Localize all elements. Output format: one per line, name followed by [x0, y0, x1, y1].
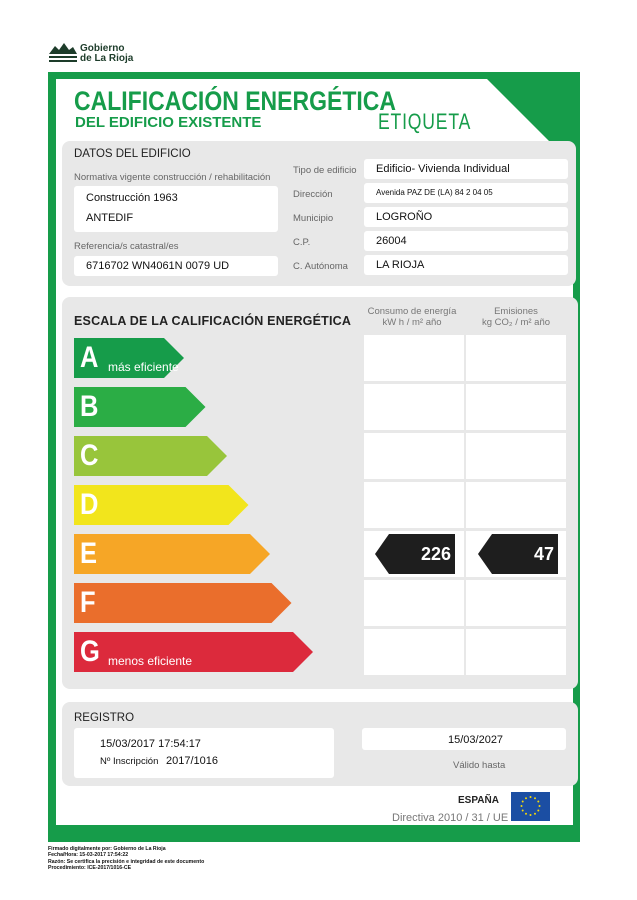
eu-flag-icon — [511, 792, 550, 821]
field-label-direccion: Dirección — [293, 189, 333, 200]
consumo-cell-b — [364, 384, 464, 430]
emisiones-header — [466, 306, 566, 328]
class-letter-c: C — [80, 439, 99, 472]
consumo-cell-c — [364, 433, 464, 479]
consumo-rating-badge-value: 226 — [420, 544, 451, 564]
class-letter-b: B — [80, 390, 99, 423]
field-label-municipio: Municipio — [293, 213, 334, 224]
referencia-label: Referencia/s catastral/es — [74, 241, 179, 252]
class-letter-g: G — [80, 635, 100, 668]
class-letter-d: D — [80, 488, 99, 521]
emisiones-cell-g — [466, 629, 566, 675]
valid-date: 15/03/2027 — [448, 734, 504, 746]
inscripcion-label: Nº Inscripción — [100, 756, 159, 767]
emisiones-cell-a — [466, 335, 566, 381]
class-note-g: menos eficiente — [108, 654, 193, 668]
field-value-municipio: LOGROÑO — [376, 211, 433, 223]
referencia-value: 6716702 WN4061N 0079 UD — [86, 260, 230, 272]
emisiones-rating-badge-value: 47 — [533, 544, 554, 564]
class-arrow-d — [74, 485, 249, 525]
emisiones-cell-b — [466, 384, 566, 430]
emisiones-header-line2: kg CO₂ / m² año — [481, 317, 551, 328]
emisiones-cell-d — [466, 482, 566, 528]
class-letter-f: F — [80, 586, 96, 619]
field-value-autonoma: LA RIOJA — [376, 259, 425, 271]
field-value-cp: 26004 — [376, 235, 407, 247]
class-letter-e: E — [80, 537, 98, 570]
emisiones-header-line1: Emisiones — [494, 306, 538, 317]
consumo-header-line2: kW h / m² año — [382, 317, 442, 328]
field-label-tipo: Tipo de edificio — [293, 165, 357, 176]
consumo-cell-f — [364, 580, 464, 626]
title-edificio-existente: DEL EDIFICIO EXISTENTE — [75, 114, 262, 131]
title-calificacion: CALIFICACIÓN ENERGÉTICA — [74, 86, 396, 116]
logo-line1: Gobierno — [80, 43, 125, 54]
etiqueta-label: ETIQUETA — [378, 109, 472, 134]
building-section-title: DATOS DEL EDIFICIO — [74, 148, 191, 160]
normativa-label: Normativa vigente construcción / rehabilitación — [74, 172, 271, 183]
emisiones-cell-f — [466, 580, 566, 626]
field-label-cp: C.P. — [293, 237, 311, 248]
footer-line4: Procedimiento: ICE-2017/1016-CE — [48, 865, 132, 872]
logo-text — [80, 44, 133, 64]
consumo-header — [362, 306, 462, 328]
signature-footer — [48, 846, 204, 872]
registro-datetime: 15/03/2017 17:54:17 — [100, 738, 201, 750]
class-arrow-e — [74, 534, 270, 574]
consumo-cell-d — [364, 482, 464, 528]
class-letter-a: A — [80, 341, 99, 374]
country-label: ESPAÑA — [458, 795, 499, 806]
inscripcion-value: 2017/1016 — [166, 755, 218, 767]
consumo-cell-g — [364, 629, 464, 675]
field-value-direccion: Avenida PAZ DE (LA) 84 2 04 05 — [376, 188, 493, 197]
scale-title: ESCALA DE LA CALIFICACIÓN ENERGÉTICA — [74, 314, 352, 328]
logo-line2: de La Rioja — [80, 53, 134, 64]
class-arrow-f — [74, 583, 292, 623]
emisiones-cell-c — [466, 433, 566, 479]
footer-line2: Fecha/Hora: 15-03-2017 17:54:22 — [48, 852, 129, 859]
normativa-line2: ANTEDIF — [86, 212, 134, 224]
footer-line1: Firmado digitalmente por: Gobierno de La Rioja — [48, 846, 166, 852]
field-label-autonoma: C. Autónoma — [293, 261, 348, 272]
normativa-line1: Construcción 1963 — [86, 192, 178, 204]
footer-line3: Razón: Se certifica la precisión e integridad de este documento — [48, 858, 205, 865]
registro-box — [74, 728, 334, 778]
field-value-tipo: Edificio- Vivienda Individual — [376, 163, 510, 175]
consumo-cell-a — [364, 335, 464, 381]
registro-title: REGISTRO — [74, 712, 135, 724]
valid-label: Válido hasta — [453, 760, 506, 771]
directive-label: Directiva 2010 / 31 / UE — [392, 812, 509, 824]
consumo-header-line1: Consumo de energía — [367, 306, 457, 317]
class-note-a: más eficiente — [108, 360, 179, 374]
